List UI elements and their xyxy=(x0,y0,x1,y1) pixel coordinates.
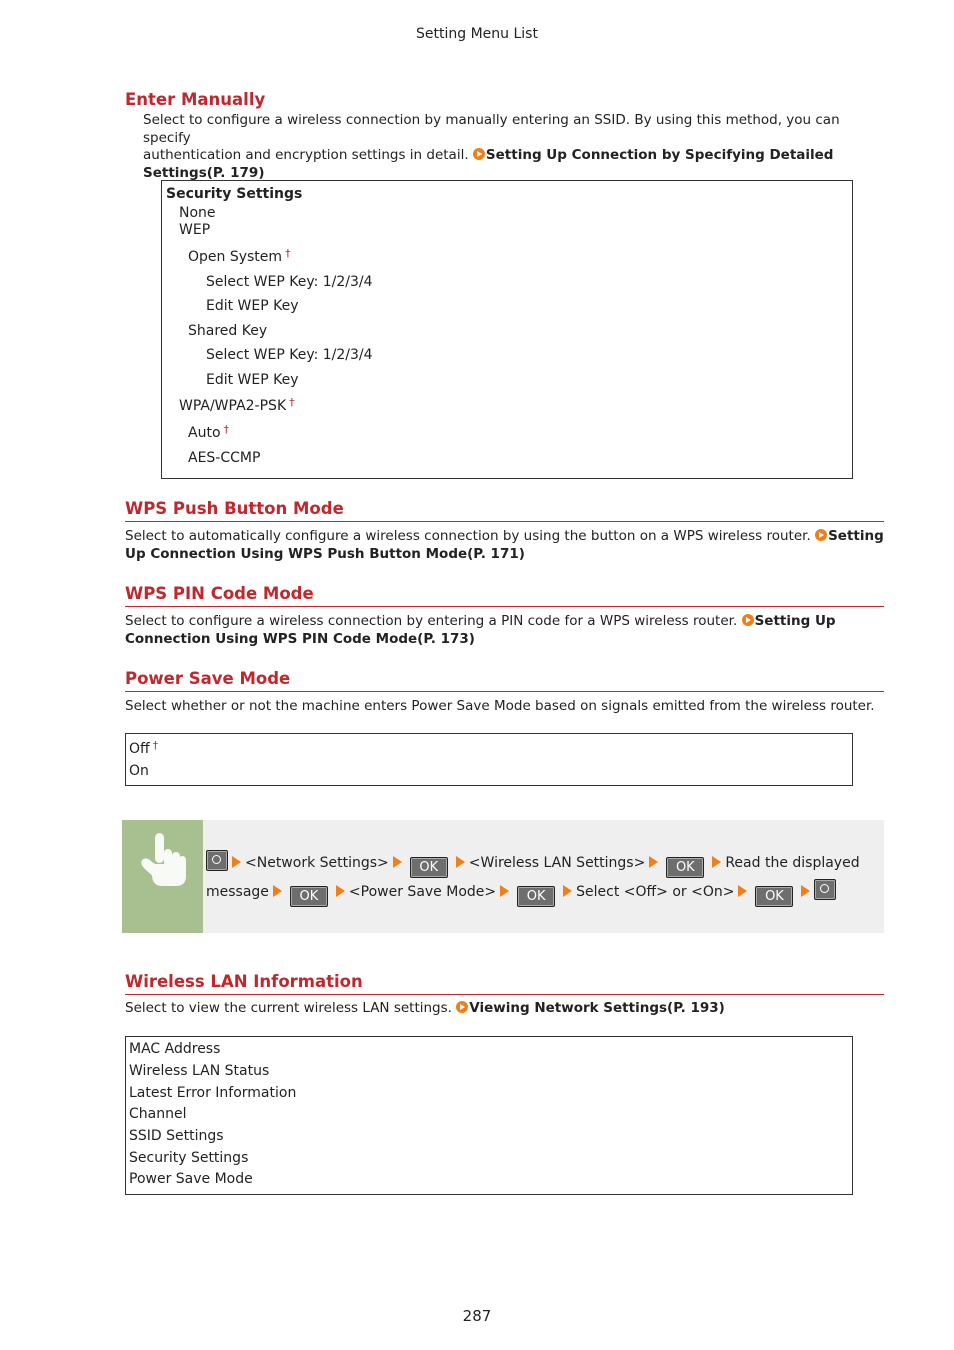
info-item-mac-address: MAC Address xyxy=(129,1041,221,1057)
step-select-off-on: Select <Off> or <On> xyxy=(576,884,735,900)
info-item-power-save-mode: Power Save Mode xyxy=(129,1171,253,1187)
option-shared-key: Shared Key xyxy=(188,323,268,339)
section-heading-wps-push: WPS Push Button Mode xyxy=(125,499,344,518)
link-wps-pin-page[interactable]: Connection Using WPS PIN Code Mode(P. 173) xyxy=(125,630,475,647)
wps-pin-desc-line1 xyxy=(125,613,887,631)
link-wps-push-page[interactable]: Up Connection Using WPS Push Button Mode(P. 171) xyxy=(125,545,525,562)
enter-manually-description xyxy=(143,112,888,182)
wps-push-description xyxy=(125,528,887,563)
ok-button-icon: OK xyxy=(410,857,448,878)
link-text[interactable]: Setting xyxy=(828,528,884,544)
step-wireless-lan-settings: <Wireless LAN Settings> xyxy=(468,855,646,871)
step-arrow-icon xyxy=(336,885,345,897)
option-auto-label: Auto xyxy=(188,425,221,441)
step-read-displayed: Read the displayed xyxy=(725,855,860,871)
enter-manually-desc-text: authentication and encryption settings in detail. xyxy=(143,147,469,163)
step-arrow-icon xyxy=(649,856,658,868)
wps-pin-desc-text: Select to configure a wireless connection by entering a PIN code for a WPS wireless router. xyxy=(125,613,738,629)
info-item-security-settings: Security Settings xyxy=(129,1150,249,1166)
link-text[interactable]: Viewing Network Settings(P. 193) xyxy=(469,1000,725,1016)
default-dagger-icon: † xyxy=(289,396,295,409)
option-select-wep-key-2: Select WEP Key: 1/2/3/4 xyxy=(206,347,373,363)
link-detailed-settings[interactable] xyxy=(473,147,834,163)
info-item-ssid-settings: SSID Settings xyxy=(129,1128,224,1144)
default-dagger-icon: † xyxy=(285,247,291,260)
step-arrow-icon xyxy=(393,856,402,868)
link-detailed-settings-page[interactable]: Settings(P. 179) xyxy=(143,164,265,181)
step-arrow-icon xyxy=(738,885,747,897)
section-heading-wlan-info: Wireless LAN Information xyxy=(125,972,363,991)
link-wps-push[interactable] xyxy=(815,528,884,544)
page-number: 287 xyxy=(462,1307,492,1325)
power-save-description: Select whether or not the machine enters Power Save Mode based on signals emitted from the wireless router. xyxy=(125,698,875,714)
wlan-info-description xyxy=(125,1000,887,1018)
operation-steps-panel xyxy=(122,820,884,933)
home-button-icon xyxy=(814,879,836,900)
step-arrow-icon xyxy=(273,885,282,897)
link-viewing-network-settings[interactable] xyxy=(456,1000,725,1016)
info-item-wireless-lan-status: Wireless LAN Status xyxy=(129,1063,270,1079)
wps-push-desc-text: Select to automatically configure a wireless connection by using the button on a WPS wireless router. xyxy=(125,528,811,544)
option-none: None xyxy=(179,205,216,221)
section-divider xyxy=(125,994,884,995)
option-select-wep-key-1: Select WEP Key: 1/2/3/4 xyxy=(206,274,373,290)
step-network-settings: <Network Settings> xyxy=(245,855,389,871)
option-edit-wep-key-2: Edit WEP Key xyxy=(206,372,299,388)
option-wpa-psk xyxy=(179,396,295,414)
section-heading-wps-pin: WPS PIN Code Mode xyxy=(125,584,314,603)
section-heading-power-save: Power Save Mode xyxy=(125,669,291,688)
link-arrow-icon xyxy=(456,1001,468,1013)
wps-pin-description xyxy=(125,613,887,648)
step-arrow-icon xyxy=(801,885,810,897)
option-off xyxy=(129,739,158,757)
ok-button-icon: OK xyxy=(517,886,555,907)
option-wpa-psk-label: WPA/WPA2-PSK xyxy=(179,398,287,414)
link-wps-pin[interactable] xyxy=(742,613,836,629)
option-aes-ccmp: AES-CCMP xyxy=(188,450,261,466)
enter-manually-desc-line2 xyxy=(143,147,888,165)
ok-button-icon: OK xyxy=(290,886,328,907)
link-text[interactable]: Setting Up xyxy=(754,613,836,629)
page-header: Setting Menu List xyxy=(416,26,538,42)
operation-side-bar xyxy=(122,820,203,933)
option-edit-wep-key-1: Edit WEP Key xyxy=(206,298,299,314)
enter-manually-desc-line1: Select to configure a wireless connection by manually entering an SSID. By using this method, you can specify xyxy=(143,112,840,146)
option-wep: WEP xyxy=(179,222,211,238)
step-arrow-icon xyxy=(500,885,509,897)
link-arrow-icon xyxy=(815,529,827,541)
step-arrow-icon xyxy=(232,856,241,868)
step-arrow-icon xyxy=(563,885,572,897)
wps-push-desc-line1 xyxy=(125,528,887,546)
info-item-channel: Channel xyxy=(129,1106,187,1122)
hand-pointer-icon xyxy=(122,820,203,933)
wlan-info-desc-text: Select to view the current wireless LAN settings. xyxy=(125,1000,452,1016)
home-button-icon xyxy=(206,850,228,871)
power-save-options-box xyxy=(125,733,853,786)
step-arrow-icon xyxy=(712,856,721,868)
option-open-system-label: Open System xyxy=(188,249,283,265)
operation-steps-line2 xyxy=(206,879,836,907)
section-divider xyxy=(125,691,884,692)
option-open-system xyxy=(188,247,291,265)
option-auto xyxy=(188,423,229,441)
link-text[interactable]: Setting Up Connection by Specifying Detailed xyxy=(485,147,834,163)
section-heading-enter-manually: Enter Manually xyxy=(125,90,266,109)
step-power-save-mode: <Power Save Mode> xyxy=(348,884,497,900)
ok-button-icon: OK xyxy=(666,857,704,878)
step-arrow-icon xyxy=(456,856,465,868)
info-item-latest-error: Latest Error Information xyxy=(129,1085,297,1101)
option-on: On xyxy=(129,763,149,779)
step-message: message xyxy=(206,884,269,900)
security-settings-title: Security Settings xyxy=(166,186,303,202)
ok-button-icon: OK xyxy=(755,886,793,907)
default-dagger-icon: † xyxy=(223,423,230,436)
link-arrow-icon xyxy=(742,614,754,626)
default-dagger-icon: † xyxy=(152,739,159,752)
option-off-label: Off xyxy=(129,741,150,757)
link-arrow-icon xyxy=(473,148,485,160)
section-divider xyxy=(125,606,884,607)
operation-steps-line1 xyxy=(206,850,860,878)
section-divider xyxy=(125,521,884,522)
